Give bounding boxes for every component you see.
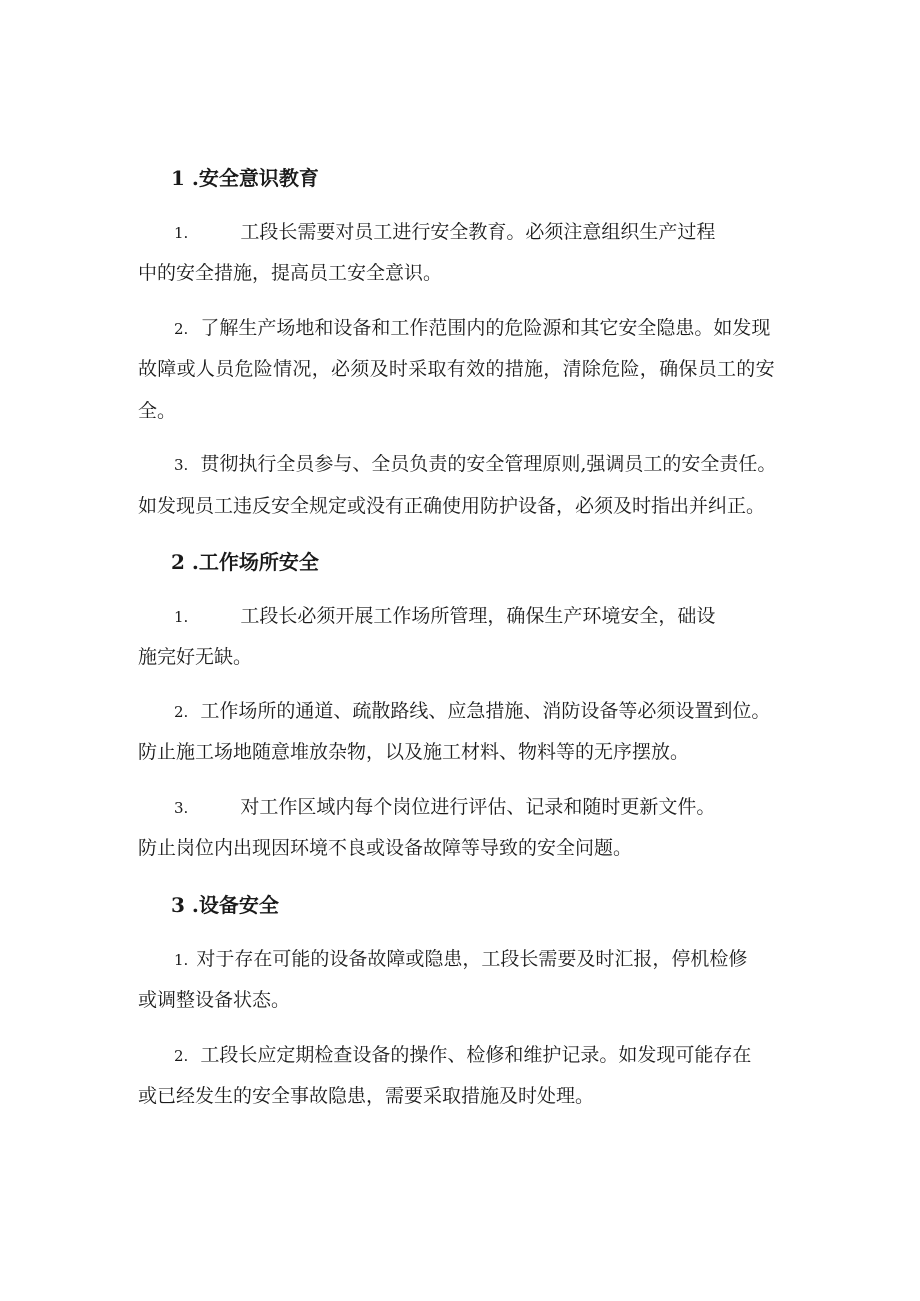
section-heading-workplace-safety: 2 .工作场所安全 <box>171 550 319 574</box>
list-item-line <box>174 696 770 723</box>
list-item-line <box>174 1040 751 1067</box>
item-number: 3. <box>174 799 189 817</box>
item-number: 1. <box>174 951 189 969</box>
item-text: 工段长需要对员工进行安全教育。必须注意组织生产过程 <box>240 221 716 243</box>
section-heading-equipment-safety: 3 .设备安全 <box>171 893 279 917</box>
item-text: 工段长必须开展工作场所管理，确保生产环境安全，础设 <box>240 605 716 627</box>
item-number: 2. <box>174 1047 189 1065</box>
item-text-continuation: 防止施工场地随意堆放杂物，以及施工材料、物料等的无序摆放。 <box>138 741 690 763</box>
item-number: 1. <box>174 224 189 242</box>
item-text: 工作场所的通道、疏散路线、应急措施、消防设备等必须设置到位。 <box>200 700 771 722</box>
list-item-line <box>174 217 715 244</box>
item-text-continuation: 或调整设备状态。 <box>138 989 291 1011</box>
item-text: 工段长应定期检查设备的操作、检修和维护记录。如发现可能存在 <box>200 1044 752 1066</box>
section-heading-safety-awareness: 1 .安全意识教育 <box>171 166 319 190</box>
item-number: 3. <box>174 456 189 474</box>
item-text: 贯彻执行全员参与、全员负责的安全管理原则,强调员工的安全责任。 <box>200 453 777 475</box>
item-text-continuation: 中的安全措施，提高员工安全意识。 <box>138 262 443 284</box>
item-text-continuation: 全。 <box>138 400 177 422</box>
list-item-line <box>174 944 747 971</box>
item-number: 2. <box>174 703 189 721</box>
list-item-line <box>174 313 770 340</box>
list-item-line <box>174 601 715 628</box>
item-text: 对工作区域内每个岗位进行评估、记录和随时更新文件。 <box>240 796 716 818</box>
item-text-continuation: 防止岗位内出现因环境不良或设备故障等导致的安全问题。 <box>138 837 633 859</box>
item-text: 了解生产场地和设备和工作范围内的危险源和其它安全隐患。如发现 <box>200 317 771 339</box>
item-text: 对于存在可能的设备故障或隐患，工段长需要及时汇报，停机检修 <box>196 948 748 970</box>
list-item-line <box>174 792 715 819</box>
item-text-continuation: 或已经发生的安全事故隐患，需要采取措施及时处理。 <box>138 1085 595 1107</box>
item-text-continuation: 施完好无缺。 <box>138 646 253 668</box>
item-text-continuation: 如发现员工违反安全规定或没有正确使用防护设备，必须及时指出并纠正。 <box>138 495 766 517</box>
item-text-continuation: 故障或人员危险情况，必须及时采取有效的措施，清除危险，确保员工的安 <box>138 358 775 380</box>
item-number: 1. <box>174 608 189 626</box>
list-item-line <box>174 449 776 476</box>
item-number: 2. <box>174 320 189 338</box>
